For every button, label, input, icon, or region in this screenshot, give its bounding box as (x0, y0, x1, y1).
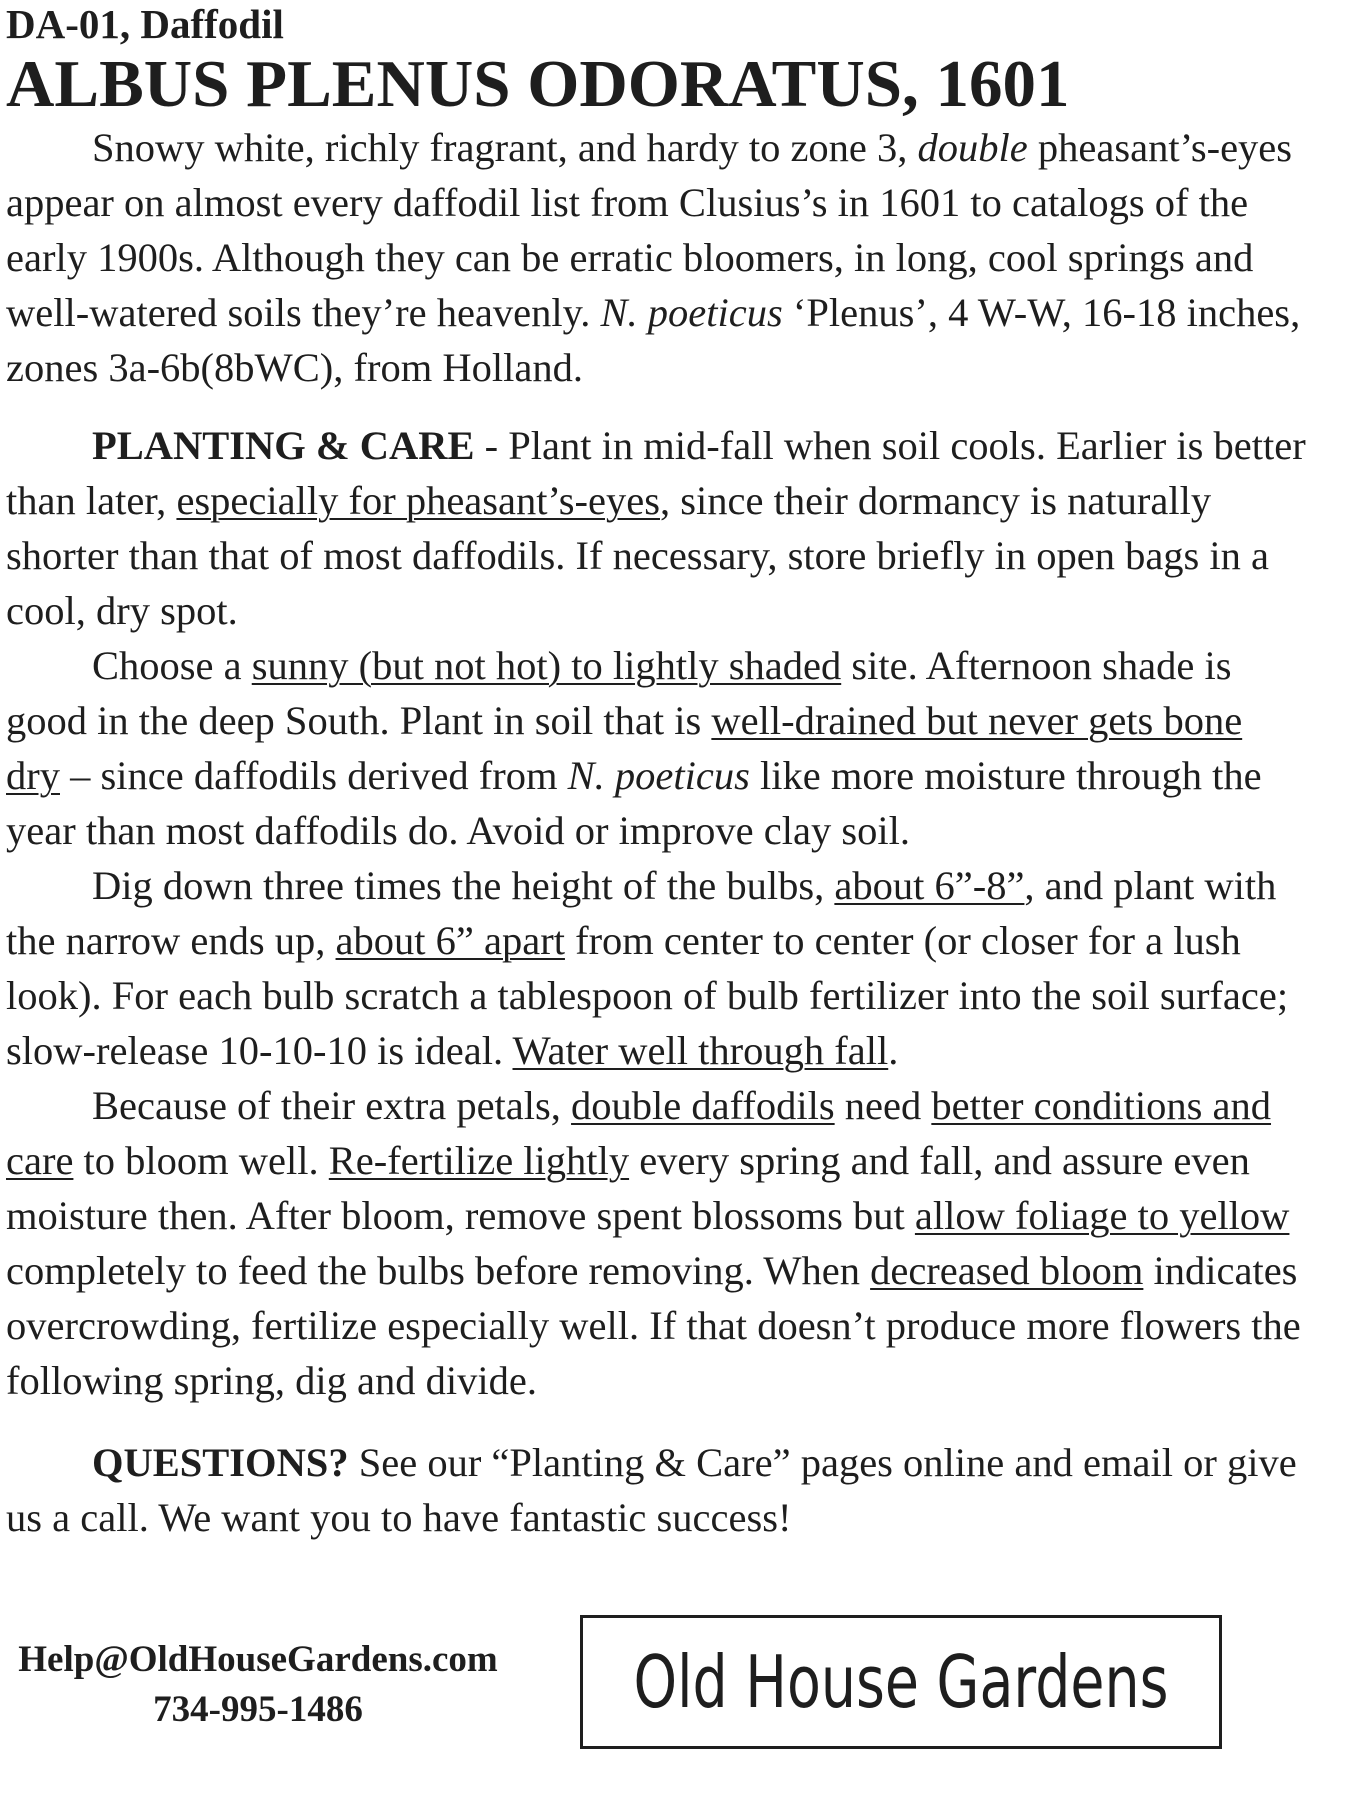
body-text: , and plant with the narrow ends up, (6, 863, 1277, 963)
body-text: Dig down three times the height of the bulbs, (92, 863, 835, 908)
underlined-text: allow foliage to yellow (914, 1193, 1290, 1238)
planting-paragraph-1 (6, 418, 1306, 638)
body-text: – since daffodils derived from (60, 753, 568, 798)
underlined-text: double daffodils (571, 1083, 835, 1128)
intro-text: pheasant’s-eyes appear on almost every daffodil list from Clusius’s in 1601 to catalogs of the early 1900s. Although they can be erratic bloomers, in long, cool springs and well-watered soils they’re heavenly. (6, 125, 1293, 335)
questions-text: See our “Planting & Care” pages online and email or give us a call. We want you to have fantastic success! (6, 1440, 1297, 1540)
body-text: , since their dormancy is naturally shorter than that of most daffodils. If necessary, store briefly in open bags in a cool, dry spot. (6, 478, 1270, 633)
intro-section (6, 120, 1306, 1545)
underlined-text: well-drained but never gets bone dry (6, 698, 1243, 798)
planting-paragraph-4 (6, 1078, 1306, 1408)
page-title: ALBUS PLENUS ODORATUS, 1601 (6, 47, 1070, 121)
email-address[interactable]: Help@OldHouseGardens.com (18, 1639, 498, 1680)
underlined-text: decreased bloom (870, 1248, 1144, 1293)
body-text: from center to center (or closer for a lush look). For each bulb scratch a tablespoon of bulb fertilizer into the soil surface; slow-release 10-10-10 is ideal. (6, 918, 1289, 1073)
underlined-text: about 6” apart (335, 918, 565, 963)
underlined-text: better conditions and care (6, 1083, 1272, 1183)
body-text: Choose a (92, 643, 252, 688)
contact-block (8, 1635, 508, 1735)
planting-heading: PLANTING & CARE (92, 423, 475, 468)
body-text: every spring and fall, and assure even moisture then. After bloom, remove spent blossoms but (6, 1138, 1250, 1238)
underlined-text: Re-fertilize lightly (328, 1138, 630, 1183)
document-page (6, 0, 1306, 1545)
body-text: - Plant in mid-fall when soil cools. Earlier is better than later, (6, 423, 1306, 523)
spacer (6, 395, 1306, 418)
body-text: Because of their extra petals, (92, 1083, 572, 1128)
intro-text: Snowy white, richly fragrant, and hardy to zone 3, (92, 125, 918, 170)
underlined-text: about 6”-8” (834, 863, 1025, 908)
intro-paragraph (6, 120, 1306, 395)
phone-number[interactable]: 734-995-1486 (153, 1689, 363, 1730)
underlined-text: especially for pheasant’s-eyes (176, 478, 660, 523)
italic-text: N. poeticus (567, 753, 750, 798)
body-text: like more moisture through the year than most daffodils do. Avoid or improve clay soil. (6, 753, 1262, 853)
questions-heading: QUESTIONS? (92, 1440, 349, 1485)
intro-italic: double (917, 125, 1028, 170)
underlined-text: sunny (but not hot) to lightly shaded (251, 643, 842, 688)
body-text: . (888, 1028, 899, 1073)
planting-paragraph-3 (6, 858, 1306, 1078)
product-code: DA-01, Daffodil (6, 1, 284, 47)
body-text: site. Afternoon shade is good in the deep South. Plant in soil that is (6, 643, 1232, 743)
body-text: indicates overcrowding, fertilize especially well. If that doesn’t produce more flowers the following spring, dig and divide. (6, 1248, 1301, 1403)
underlined-text: Water well through fall (512, 1028, 889, 1073)
body-text: need (834, 1083, 932, 1128)
logo-wordmark (583, 1618, 1219, 1746)
intro-italic: N. poeticus (600, 290, 783, 335)
body-text: completely to feed the bulbs before removing. When (6, 1248, 871, 1293)
spacer (6, 1408, 1306, 1435)
logo-text: Old House Gardens (633, 1640, 1169, 1725)
planting-paragraph-2 (6, 638, 1306, 858)
questions-paragraph (6, 1435, 1306, 1545)
logo (580, 1615, 1222, 1749)
body-text: to bloom well. (73, 1138, 329, 1183)
intro-text: ‘Plenus’, 4 W-W, 16-18 inches, zones 3a-6b(8bWC), from Holland. (6, 290, 1301, 390)
